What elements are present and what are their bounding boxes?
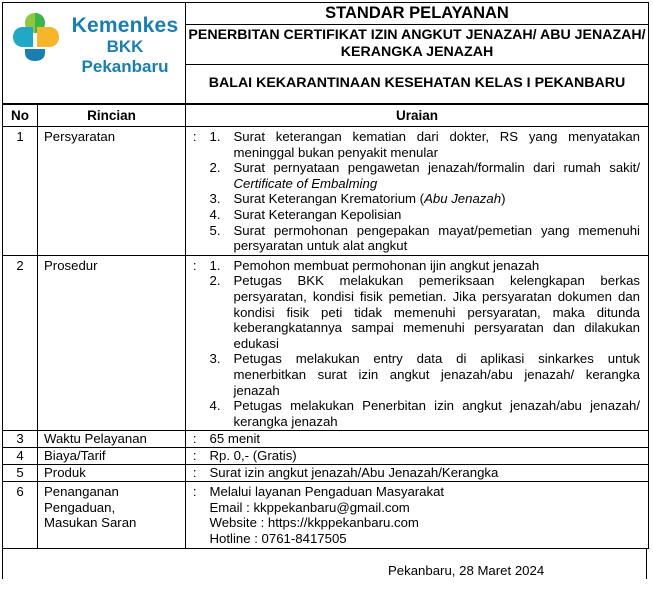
- row-colon: :: [186, 431, 204, 448]
- italic-text: Abu Jenazah: [424, 191, 502, 207]
- list-text: [234, 207, 641, 223]
- content-line: Rp. 0,- (Gratis): [209, 448, 297, 464]
- list-number: 5.: [209, 222, 221, 238]
- row-content: [204, 255, 649, 431]
- document-subtitle: PENERBITAN CERTIFIKAT IZIN ANGKUT JENAZAH/ ABU JENAZAH/ KERANGKA JENAZAH: [186, 25, 649, 64]
- list-number: 1.: [209, 129, 221, 144]
- text-part: Petugas melakukan entry data di aplikasi sinkarkes untuk menerbitkan surat izin angkut jenazah/abu jenazah/ kerangka jenazah: [233, 351, 640, 398]
- list-item: [210, 273, 641, 351]
- table-row: [3, 482, 649, 548]
- row-number: 4: [3, 448, 38, 465]
- list-number: 1.: [209, 257, 221, 273]
- text-part: Surat permohonan pengepakan mayat/pemetian yang memenuhi persyaratan untuk alat angkut: [233, 222, 640, 254]
- row-content: [204, 127, 649, 256]
- header-table: [2, 2, 649, 104]
- row-label: Persyaratan: [38, 127, 186, 256]
- list-number: 3.: [209, 191, 221, 207]
- row-number: 3: [3, 431, 38, 448]
- row-content: [204, 448, 649, 465]
- table-row: [3, 448, 649, 465]
- list-item: [210, 351, 641, 398]
- list-item: [210, 258, 641, 274]
- list-text: [234, 160, 641, 191]
- row-content: [204, 482, 649, 548]
- col-no: No: [3, 105, 38, 127]
- col-uraian: Uraian: [186, 105, 649, 127]
- list-text: [234, 258, 641, 274]
- row-colon: :: [186, 465, 204, 482]
- numbered-list: [210, 258, 641, 430]
- text-part: Petugas BKK melakukan pemeriksaan kelengkapan berkas persyaratan, kondisi fisik pemetian. Jika persyaratan dokumen dan kondisi fisik peti tidak memenuhi persyaratan, maka ditunda keberangkatannya sampai memenuhi persyaratan dan dilakukan edukasi: [233, 273, 640, 351]
- row-colon: :: [186, 482, 204, 548]
- text-part: Surat Keterangan Kepolisian: [233, 206, 402, 222]
- list-text: [234, 223, 641, 254]
- place-date: Pekanbaru, 28 Maret 2024: [388, 562, 545, 578]
- text-part: Petugas melakukan Penerbitan izin angkut jenazah/abu jenazah/ kerangka jenazah: [233, 398, 640, 429]
- list-number: 3.: [209, 351, 221, 367]
- table-row: [3, 255, 649, 431]
- italic-text: Certificate of Embalming: [233, 175, 378, 191]
- list-text: [234, 351, 641, 398]
- list-text: [234, 273, 641, 351]
- list-text: [234, 191, 641, 207]
- document-title: STANDAR PELAYANAN: [186, 3, 649, 25]
- list-number: 2.: [209, 160, 221, 176]
- row-colon: :: [186, 127, 204, 256]
- list-item: [210, 223, 641, 254]
- text-part: Surat pernyataan pengawetan jenazah/formalin dari rumah sakit/: [233, 160, 640, 176]
- row-colon: :: [186, 255, 204, 431]
- list-text: [234, 398, 641, 429]
- table-row: [3, 127, 649, 256]
- kemenkes-logo-icon: [11, 11, 61, 63]
- list-item: [210, 160, 641, 191]
- list-text: [234, 129, 641, 160]
- service-standard-document: [2, 2, 648, 602]
- brand-line2: BKK Pekanbaru: [81, 37, 169, 76]
- list-number: 2.: [209, 273, 221, 289]
- content-line: Hotline : 0761-8417505: [209, 531, 347, 547]
- service-table: [2, 104, 649, 549]
- table-row: [3, 465, 649, 482]
- logo-cell: [3, 3, 186, 104]
- text-part: ): [501, 191, 506, 207]
- office-name: BALAI KEKARANTINAAN KESEHATAN KELAS I PEKANBARU: [186, 64, 649, 103]
- footer-area: [2, 549, 647, 579]
- row-content: [204, 431, 649, 448]
- content-line: Melalui layanan Pengaduan Masyarakat: [209, 484, 445, 500]
- numbered-list: [210, 129, 641, 254]
- row-label: Waktu Pelayanan: [38, 431, 186, 448]
- row-label: Penanganan Pengaduan, Masukan Saran: [38, 482, 186, 548]
- list-number: 4.: [209, 398, 221, 414]
- row-label: Prosedur: [38, 255, 186, 431]
- list-item: [210, 191, 641, 207]
- row-label: Biaya/Tarif: [38, 448, 186, 465]
- list-number: 4.: [209, 206, 221, 222]
- row-number: 6: [3, 482, 38, 548]
- table-row: [3, 431, 649, 448]
- list-item: [210, 398, 641, 429]
- brand-text: [65, 15, 185, 77]
- content-line: Website : https://kkppekanbaru.com: [209, 515, 419, 531]
- row-number: 2: [3, 255, 38, 431]
- row-colon: :: [186, 448, 204, 465]
- text-part: Surat keterangan kematian dari dokter, RS yang menyatakan meninggal bukan penyakit menular: [233, 129, 640, 160]
- list-item: [210, 129, 641, 160]
- text-part: Surat Keterangan Krematorium (: [233, 191, 425, 207]
- col-rincian: Rincian: [38, 105, 186, 127]
- row-number: 5: [3, 465, 38, 482]
- row-label: Produk: [38, 465, 186, 482]
- content-line: Surat izin angkut jenazah/Abu Jenazah/Kerangka: [209, 465, 499, 481]
- row-content: [204, 465, 649, 482]
- row-number: 1: [3, 127, 38, 256]
- content-line: 65 menit: [209, 431, 261, 447]
- list-item: [210, 207, 641, 223]
- content-line: Email : kkppekanbaru@gmail.com: [209, 499, 410, 515]
- text-part: Pemohon membuat permohonan ijin angkut jenazah: [233, 257, 540, 273]
- brand-line1: Kemenkes: [71, 14, 179, 37]
